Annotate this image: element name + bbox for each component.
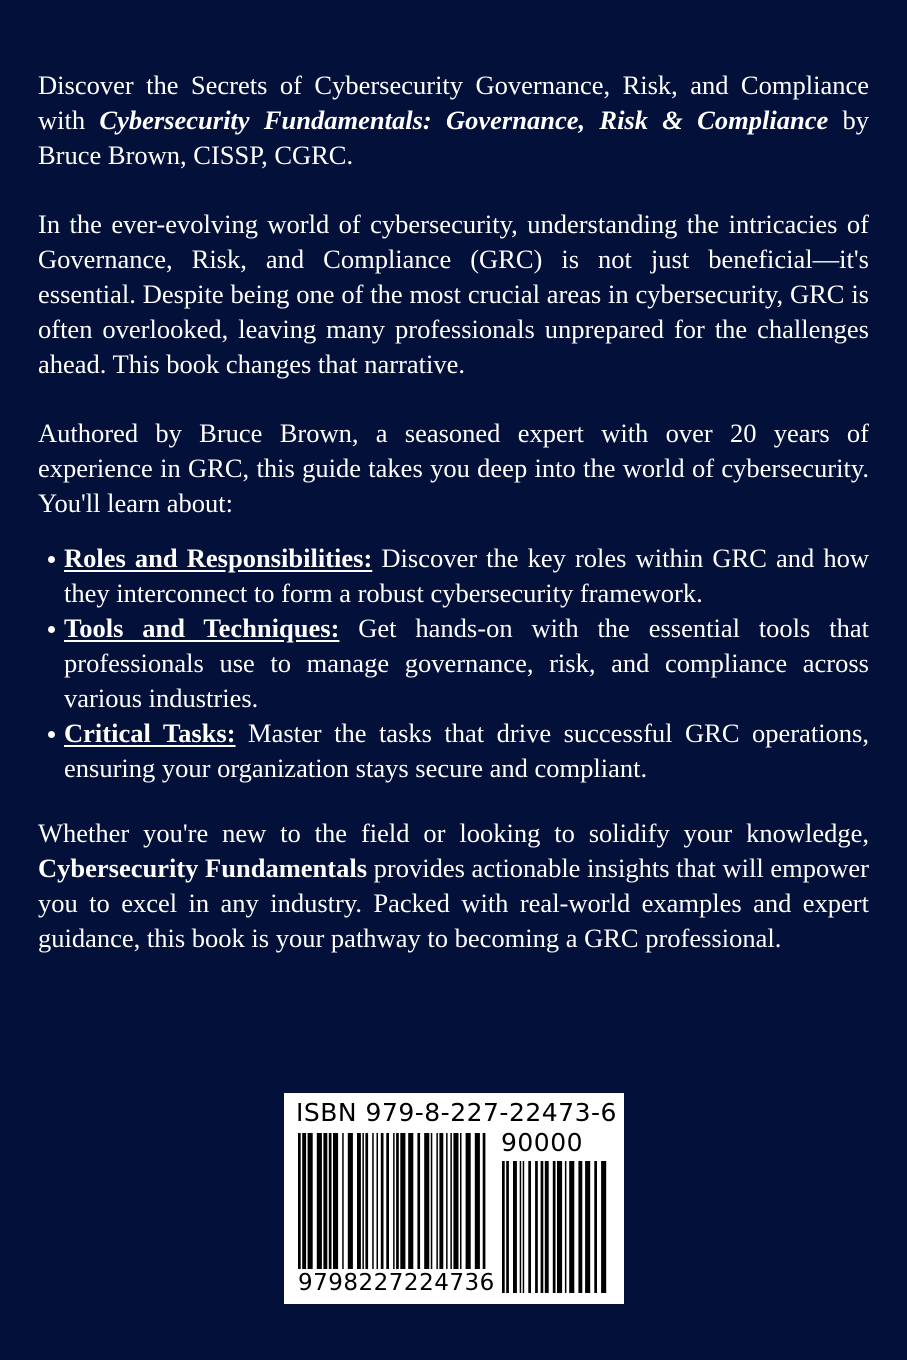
barcode-bar — [578, 1161, 582, 1293]
barcode-bar — [523, 1161, 525, 1293]
intro-paragraph — [38, 68, 869, 173]
bullet-text: Discover the key roles within GRC and how they interconnect to form a robust cybersecurity framework. — [64, 543, 869, 608]
main-barcode — [298, 1133, 485, 1279]
barcode-bar — [357, 1133, 361, 1269]
barcode-bar — [377, 1133, 379, 1269]
addon-barcode — [502, 1161, 606, 1293]
barcode-bar — [396, 1133, 399, 1279]
closing-bold-title: Cybersecurity Fundamentals — [38, 853, 368, 883]
barcode-bar — [460, 1133, 462, 1269]
bullet-term: Tools and Techniques: — [64, 613, 340, 643]
barcode-bar — [513, 1161, 517, 1293]
barcode-bar — [302, 1133, 306, 1279]
barcode-bar — [466, 1133, 471, 1269]
addon-code: 90000 — [501, 1128, 584, 1157]
barcode-bar — [393, 1133, 395, 1279]
barcode-bar — [333, 1133, 338, 1269]
barcode-bar — [483, 1133, 486, 1269]
barcode-bar — [329, 1133, 332, 1269]
barcode-bar — [348, 1133, 353, 1269]
context-paragraph: In the ever-evolving world of cybersecurity, understanding the intricacies of Governance, Risk, and Compliance (GRC) is not just beneficial—it's essential. Despite being one of the most crucial areas in cybersecurity, GRC is often overlooked, leaving many professionals unprepared for the challenges ahead. This book changes that narrative. — [38, 209, 869, 379]
isbn-barcode — [284, 1093, 624, 1304]
bullet-text: Master the tasks that drive successful GRC operations, ensuring your organization stays secure and compliant. — [64, 718, 869, 783]
barcode-bar — [317, 1133, 322, 1269]
barcode-digits: 9798227224736 — [298, 1270, 495, 1296]
barcode-bar — [372, 1133, 374, 1269]
closing-paragraph — [38, 816, 869, 956]
topics-list — [38, 541, 869, 786]
list-item — [38, 541, 869, 611]
bullet-text: Get hands-on with the essential tools that professionals use to manage governance, risk, and compliance across various industries. — [64, 613, 869, 713]
bullet-term: Critical Tasks: — [64, 718, 236, 748]
barcode-bar — [323, 1133, 327, 1269]
intro-lead: Discover the Secrets of Cybersecurity Governance, Risk, and Compliance with — [38, 70, 869, 135]
closing-rest: provides actionable insights that will empower you to excel in any industry. Packed with real-world examples and expert guidance, this book is your pathway to becoming a GRC professional. — [38, 853, 869, 953]
barcode-bar — [557, 1161, 562, 1293]
barcode-bar — [506, 1161, 509, 1293]
barcode-bar — [386, 1133, 389, 1269]
bullet-term: Roles and Responsibilities: — [64, 543, 373, 573]
author-line: by Bruce Brown, CISSP, CGRC. — [38, 105, 870, 170]
barcode-bar — [417, 1133, 420, 1269]
barcode-bar — [585, 1161, 590, 1293]
barcode-bar — [436, 1133, 438, 1269]
book-title: Cybersecurity Fundamentals: Governance, Risk & Compliance — [99, 105, 829, 135]
barcode-bar — [308, 1133, 313, 1269]
barcode-bar — [475, 1133, 480, 1269]
barcode-bar — [601, 1161, 606, 1293]
author-paragraph: Authored by Bruce Brown, a seasoned expert with over 20 years of experience in GRC, this guide takes you deep into the world of cybersecurity. You'll learn about: — [38, 418, 869, 518]
barcode-bar — [594, 1161, 597, 1293]
barcode-bar — [298, 1133, 301, 1279]
barcode-bar — [439, 1133, 443, 1269]
barcode-bar — [453, 1133, 458, 1269]
barcode-bar — [431, 1133, 433, 1269]
barcode-bar — [520, 1161, 522, 1293]
barcode-bar — [362, 1133, 364, 1269]
barcode-bar — [365, 1133, 368, 1269]
barcode-bar — [381, 1133, 384, 1269]
barcode-bar — [541, 1161, 544, 1293]
barcode-bar — [553, 1161, 556, 1293]
barcode-bar — [528, 1161, 531, 1293]
barcode-bar — [565, 1161, 567, 1293]
barcode-bar — [342, 1133, 344, 1269]
barcode-bar — [535, 1161, 538, 1293]
list-item — [38, 611, 869, 716]
barcode-bar — [446, 1133, 448, 1269]
barcode-bar — [424, 1133, 429, 1269]
isbn-label: ISBN 979-8-227-22473-6 — [296, 1098, 617, 1127]
back-cover-description — [38, 68, 869, 956]
barcode-bar — [502, 1161, 505, 1293]
closing-lead: Whether you're new to the field or looking to solidify your knowledge, — [38, 818, 869, 848]
list-item — [38, 716, 869, 786]
barcode-bar — [408, 1133, 413, 1269]
barcode-bar — [400, 1133, 405, 1269]
barcode-bar — [450, 1133, 452, 1269]
barcode-bar — [545, 1161, 549, 1293]
barcode-bar — [569, 1161, 574, 1293]
